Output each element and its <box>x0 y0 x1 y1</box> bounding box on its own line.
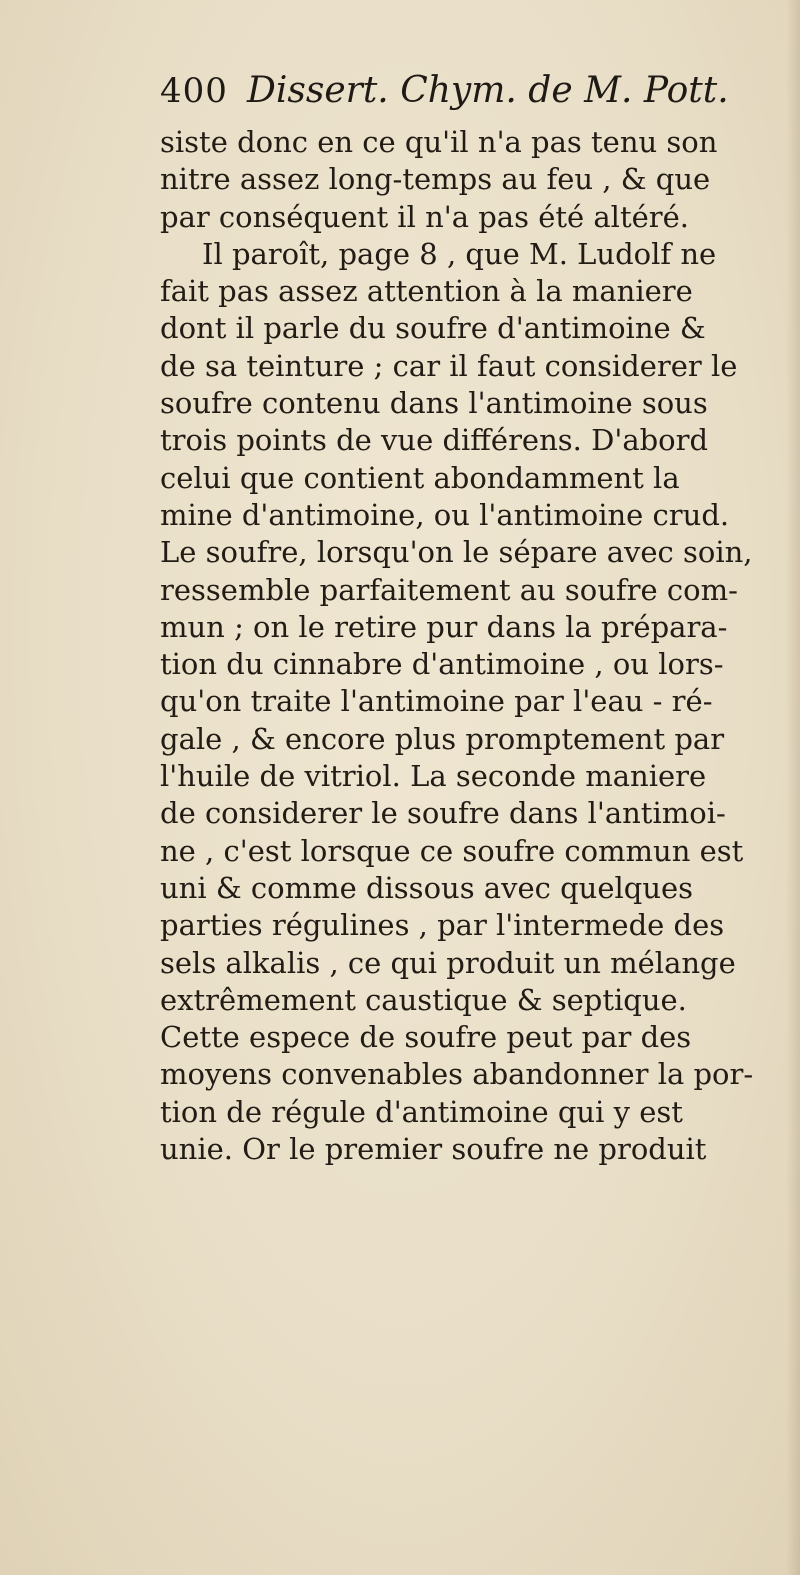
paragraph-start-line: Il paroît, page 8 , que M. Ludolf ne <box>202 236 717 271</box>
text-line: celui que contient abondamment la <box>160 460 680 495</box>
text-line: l'huile de vitriol. La seconde maniere <box>160 759 707 794</box>
text-line: tion de régule d'antimoine qui y est <box>160 1094 683 1129</box>
text-line: nitre assez long-temps au feu , & que <box>160 162 711 197</box>
text-line: gale , & encore plus promptement par <box>160 721 725 756</box>
text-line: moyens convenables abandonner la por- <box>160 1057 754 1092</box>
page-edge-shadow <box>786 0 800 1575</box>
page-header <box>160 70 729 126</box>
text-line: unie. Or le premier soufre ne produit <box>160 1132 707 1167</box>
body-text <box>160 124 780 1168</box>
text-line: ne , c'est lorsque ce soufre commun est <box>160 833 744 868</box>
text-line: mun ; on le retire pur dans la prépara- <box>160 609 728 644</box>
text-line: par conséquent il n'a pas été altéré. <box>160 199 690 234</box>
text-line: ressemble parfaitement au soufre com- <box>160 572 738 607</box>
text-line: dont il parle du soufre d'antimoine & <box>160 311 706 346</box>
text-line: fait pas assez attention à la maniere <box>160 274 693 309</box>
text-line: de sa teinture ; car il faut considerer le <box>160 348 738 383</box>
text-line: de considerer le soufre dans l'antimoi- <box>160 796 726 831</box>
text-line: qu'on traite l'antimoine par l'eau - ré- <box>160 684 713 719</box>
text-line: tion du cinnabre d'antimoine , ou lors- <box>160 647 724 682</box>
text-line: trois points de vue différens. D'abord <box>160 423 709 458</box>
text-line: mine d'antimoine, ou l'antimoine crud. <box>160 497 730 532</box>
text-line: soufre contenu dans l'antimoine sous <box>160 386 708 421</box>
text-line: uni & comme dissous avec quelques <box>160 870 694 905</box>
text-line: sels alkalis , ce qui produit un mélange <box>160 945 736 980</box>
page-number: 400 <box>160 71 228 111</box>
running-head: Dissert. Chym. de M. Pott. <box>247 70 729 111</box>
text-line: extrêmement caustique & septique. <box>160 982 687 1017</box>
text-line: Cette espece de soufre peut par des <box>160 1020 692 1055</box>
text-line: siste donc en ce qu'il n'a pas tenu son <box>160 125 718 159</box>
text-line: parties régulines , par l'intermede des <box>160 908 725 943</box>
text-line: Le soufre, lorsqu'on le sépare avec soin, <box>160 535 753 570</box>
